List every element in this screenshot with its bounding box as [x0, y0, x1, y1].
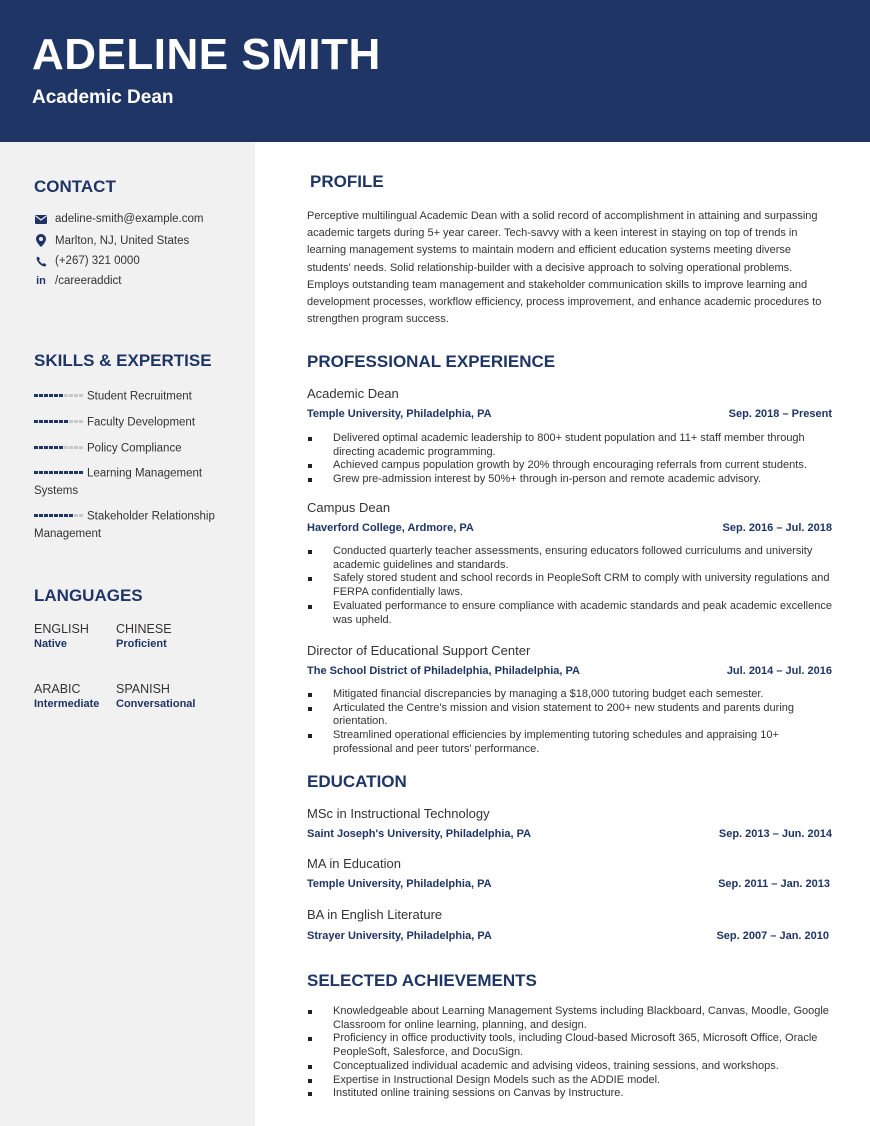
- list-item: Conceptualized individual academic and advising videos, training sessions, and workshops.: [307, 1060, 832, 1074]
- skill-item: [34, 414, 234, 432]
- contact-phone-text: (+267) 321 0000: [55, 255, 140, 267]
- job-org-line: [307, 408, 832, 420]
- skill-level-segment: [74, 514, 78, 517]
- list-item: Instituted online training sessions on Canvas by Instructure.: [307, 1087, 832, 1101]
- list-item: Articulated the Centre's mission and vision statement to 200+ new students and parents during orientation.: [307, 702, 832, 729]
- list-item: Conducted quarterly teacher assessments, ensuring educators followed curriculums and university academic guidelines and standards.: [307, 545, 832, 572]
- skill-level-bar: [34, 414, 84, 431]
- skill-level-segment: [49, 420, 53, 423]
- skill-level-segment: [59, 394, 63, 397]
- contact-linkedin-text: /careeraddict: [55, 275, 122, 287]
- skill-level-bar: [34, 465, 84, 482]
- candidate-title: Academic Dean: [32, 87, 174, 108]
- job-bullets: [307, 545, 832, 627]
- skill-level-segment: [44, 394, 48, 397]
- skill-level-segment: [74, 394, 78, 397]
- profile-text: Perceptive multilingual Academic Dean with a solid record of accomplishment in attaining and surpassing academic targets during 5+ year career. Tech-savvy with a keen interest in staying on top of trends in learning management systems to maintain modern and efficient education systems meeting diverse students' needs. Solid relationship-builder with a decisive approach to solving operational problems. Employs outstanding team management and stakeholder communication skills to improve learning and development processes, workflow efficiency, process improvement, and enhance academic procedures to strengthen program success.: [307, 210, 822, 326]
- skill-level-segment: [64, 394, 68, 397]
- languages-heading: LANGUAGES: [34, 586, 143, 605]
- list-item: Mitigated financial discrepancies by managing a $18,000 tutoring budget each semester.: [307, 688, 832, 702]
- education-org-line: [307, 930, 829, 942]
- education-dates: Sep. 2011 – Jan. 2013: [718, 878, 830, 890]
- skill-level-segment: [79, 446, 83, 449]
- skill-level-segment: [39, 420, 43, 423]
- profile-heading: PROFILE: [310, 172, 384, 191]
- header-banner: [0, 0, 870, 142]
- contact-heading: CONTACT: [34, 177, 116, 196]
- skill-level-segment: [79, 471, 83, 474]
- skill-level-segment: [39, 394, 43, 397]
- skill-level-segment: [59, 446, 63, 449]
- skill-label: Policy Compliance: [87, 442, 182, 455]
- skill-level-segment: [69, 446, 73, 449]
- contact-location: [34, 234, 189, 247]
- skill-level-bar: [34, 388, 84, 405]
- language-level: Proficient: [116, 638, 167, 650]
- skill-level-segment: [64, 514, 68, 517]
- education-org-line: [307, 828, 832, 840]
- language-level: Intermediate: [34, 698, 100, 710]
- job-dates: Jul. 2014 – Jul. 2016: [726, 665, 832, 677]
- education-dates: Sep. 2007 – Jan. 2010: [716, 930, 829, 942]
- education-heading: EDUCATION: [307, 772, 407, 791]
- skill-level-segment: [39, 446, 43, 449]
- job-role: Academic Dean: [307, 386, 399, 401]
- skills-heading: SKILLS & EXPERTISE: [34, 351, 212, 370]
- skill-level-segment: [79, 514, 83, 517]
- candidate-name: ADELINE SMITH: [32, 30, 381, 79]
- list-item: Grew pre-admission interest by 50%+ through in-person and remote academic advisory.: [307, 473, 832, 487]
- language-item: [34, 682, 99, 710]
- degree: MA in Education: [307, 856, 401, 871]
- linkedin-icon: in: [36, 275, 46, 287]
- contact-email[interactable]: [34, 213, 203, 225]
- degree: MSc in Instructional Technology: [307, 806, 490, 821]
- language-level: Conversational: [116, 698, 196, 710]
- skill-level-segment: [44, 514, 48, 517]
- contact-phone[interactable]: [34, 255, 140, 267]
- job-role: Director of Educational Support Center: [307, 643, 531, 658]
- skill-level-segment: [69, 420, 73, 423]
- achievement-bullets: [307, 1005, 832, 1101]
- skill-level-segment: [44, 420, 48, 423]
- education-org: Strayer University, Philadelphia, PA: [307, 930, 492, 942]
- skill-level-segment: [64, 446, 68, 449]
- skill-item: [34, 440, 234, 458]
- skill-item: [34, 465, 234, 500]
- skill-level-segment: [34, 446, 38, 449]
- language-name: ARABIC: [34, 682, 81, 696]
- skill-level-segment: [34, 514, 38, 517]
- skill-level-bar: [34, 508, 84, 525]
- skill-level-segment: [39, 471, 43, 474]
- skill-level-segment: [54, 420, 58, 423]
- contact-location-text: Marlton, NJ, United States: [55, 234, 190, 247]
- skill-level-bar: [34, 440, 84, 457]
- skill-level-segment: [74, 471, 78, 474]
- list-item: Delivered optimal academic leadership to 800+ student population and 11+ staff member through directing academic programming.: [307, 432, 832, 459]
- skill-level-segment: [54, 471, 58, 474]
- list-item: Proficiency in office productivity tools, including Cloud-based Microsoft 365, Microsoft Office, Oracle PeopleSoft, Salesforce, and DocuSign.: [307, 1032, 832, 1059]
- skill-level-segment: [49, 446, 53, 449]
- achievements-heading: SELECTED ACHIEVEMENTS: [307, 971, 537, 990]
- skill-level-segment: [69, 514, 73, 517]
- skill-level-segment: [64, 471, 68, 474]
- job-org: Temple University, Philadelphia, PA: [307, 408, 492, 420]
- skill-level-segment: [79, 420, 83, 423]
- job-org: The School District of Philadelphia, Philadelphia, PA: [307, 665, 581, 677]
- skill-level-segment: [74, 420, 78, 423]
- education-dates: Sep. 2013 – Jun. 2014: [718, 828, 832, 840]
- skill-level-segment: [79, 394, 83, 397]
- skill-label: Student Recruitment: [87, 390, 192, 403]
- degree: BA in English Literature: [307, 907, 443, 922]
- skill-item: [34, 388, 234, 406]
- skill-label: Faculty Development: [87, 416, 196, 429]
- skill-level-segment: [39, 514, 43, 517]
- list-item: Safely stored student and school records in PeopleSoft CRM to comply with university regulations and FERPA confidentially laws.: [307, 572, 832, 599]
- experience-heading: PROFESSIONAL EXPERIENCE: [307, 352, 556, 371]
- skill-level-segment: [34, 471, 38, 474]
- skill-level-segment: [34, 394, 38, 397]
- location-pin-icon: [34, 234, 48, 247]
- education-org: Temple University, Philadelphia, PA: [307, 878, 492, 890]
- envelope-icon: [34, 215, 48, 224]
- skill-level-segment: [69, 471, 73, 474]
- skill-label: Learning Management Systems: [34, 467, 203, 497]
- job-org: Haverford College, Ardmore, PA: [307, 522, 474, 534]
- language-level: Native: [34, 638, 68, 650]
- skill-level-segment: [44, 446, 48, 449]
- language-item: [116, 682, 195, 710]
- list-item: Expertise in Instructional Design Models such as the ADDIE model.: [307, 1074, 832, 1088]
- job-role: Campus Dean: [307, 500, 391, 515]
- contact-email-text: adeline-smith@example.com: [55, 213, 204, 225]
- list-item: Knowledgeable about Learning Management Systems including Blackboard, Canvas, Moodle, Google Classroom for online learning, planning, and design.: [307, 1005, 832, 1032]
- skill-level-segment: [54, 446, 58, 449]
- job-bullets: [307, 432, 832, 487]
- education-org: Saint Joseph's University, Philadelphia, PA: [307, 828, 532, 840]
- contact-linkedin[interactable]: [34, 275, 121, 287]
- skill-level-segment: [49, 394, 53, 397]
- language-name: ENGLISH: [34, 622, 89, 636]
- skill-level-segment: [59, 471, 63, 474]
- job-org-line: [307, 522, 832, 534]
- skill-level-segment: [34, 420, 38, 423]
- skill-label: Stakeholder Relationship Management: [34, 510, 215, 540]
- list-item: Evaluated performance to ensure compliance with academic standards and peak academic excellence was upheld.: [307, 600, 832, 627]
- skill-level-segment: [44, 471, 48, 474]
- language-item: [116, 622, 172, 650]
- job-dates: Sep. 2016 – Jul. 2018: [722, 522, 832, 534]
- skill-level-segment: [64, 420, 68, 423]
- skill-level-segment: [69, 394, 73, 397]
- skill-level-segment: [54, 514, 58, 517]
- phone-icon: [34, 256, 48, 267]
- skill-level-segment: [49, 514, 53, 517]
- job-bullets: [307, 688, 832, 757]
- job-org-line: [307, 665, 832, 677]
- skill-level-segment: [54, 394, 58, 397]
- language-item: [34, 622, 89, 650]
- skill-level-segment: [49, 471, 53, 474]
- list-item: Streamlined operational efficiencies by implementing tutoring schedules and appraising 10+ professional and peer tutors' performance.: [307, 729, 832, 756]
- skill-item: [34, 508, 234, 543]
- skill-level-segment: [59, 420, 63, 423]
- skill-level-segment: [59, 514, 63, 517]
- language-name: CHINESE: [116, 622, 172, 636]
- language-name: SPANISH: [116, 682, 170, 696]
- skill-level-segment: [74, 446, 78, 449]
- education-org-line: [307, 878, 830, 890]
- job-dates: Sep. 2018 – Present: [728, 408, 832, 420]
- list-item: Achieved campus population growth by 20% through encouraging referrals from current students.: [307, 459, 832, 473]
